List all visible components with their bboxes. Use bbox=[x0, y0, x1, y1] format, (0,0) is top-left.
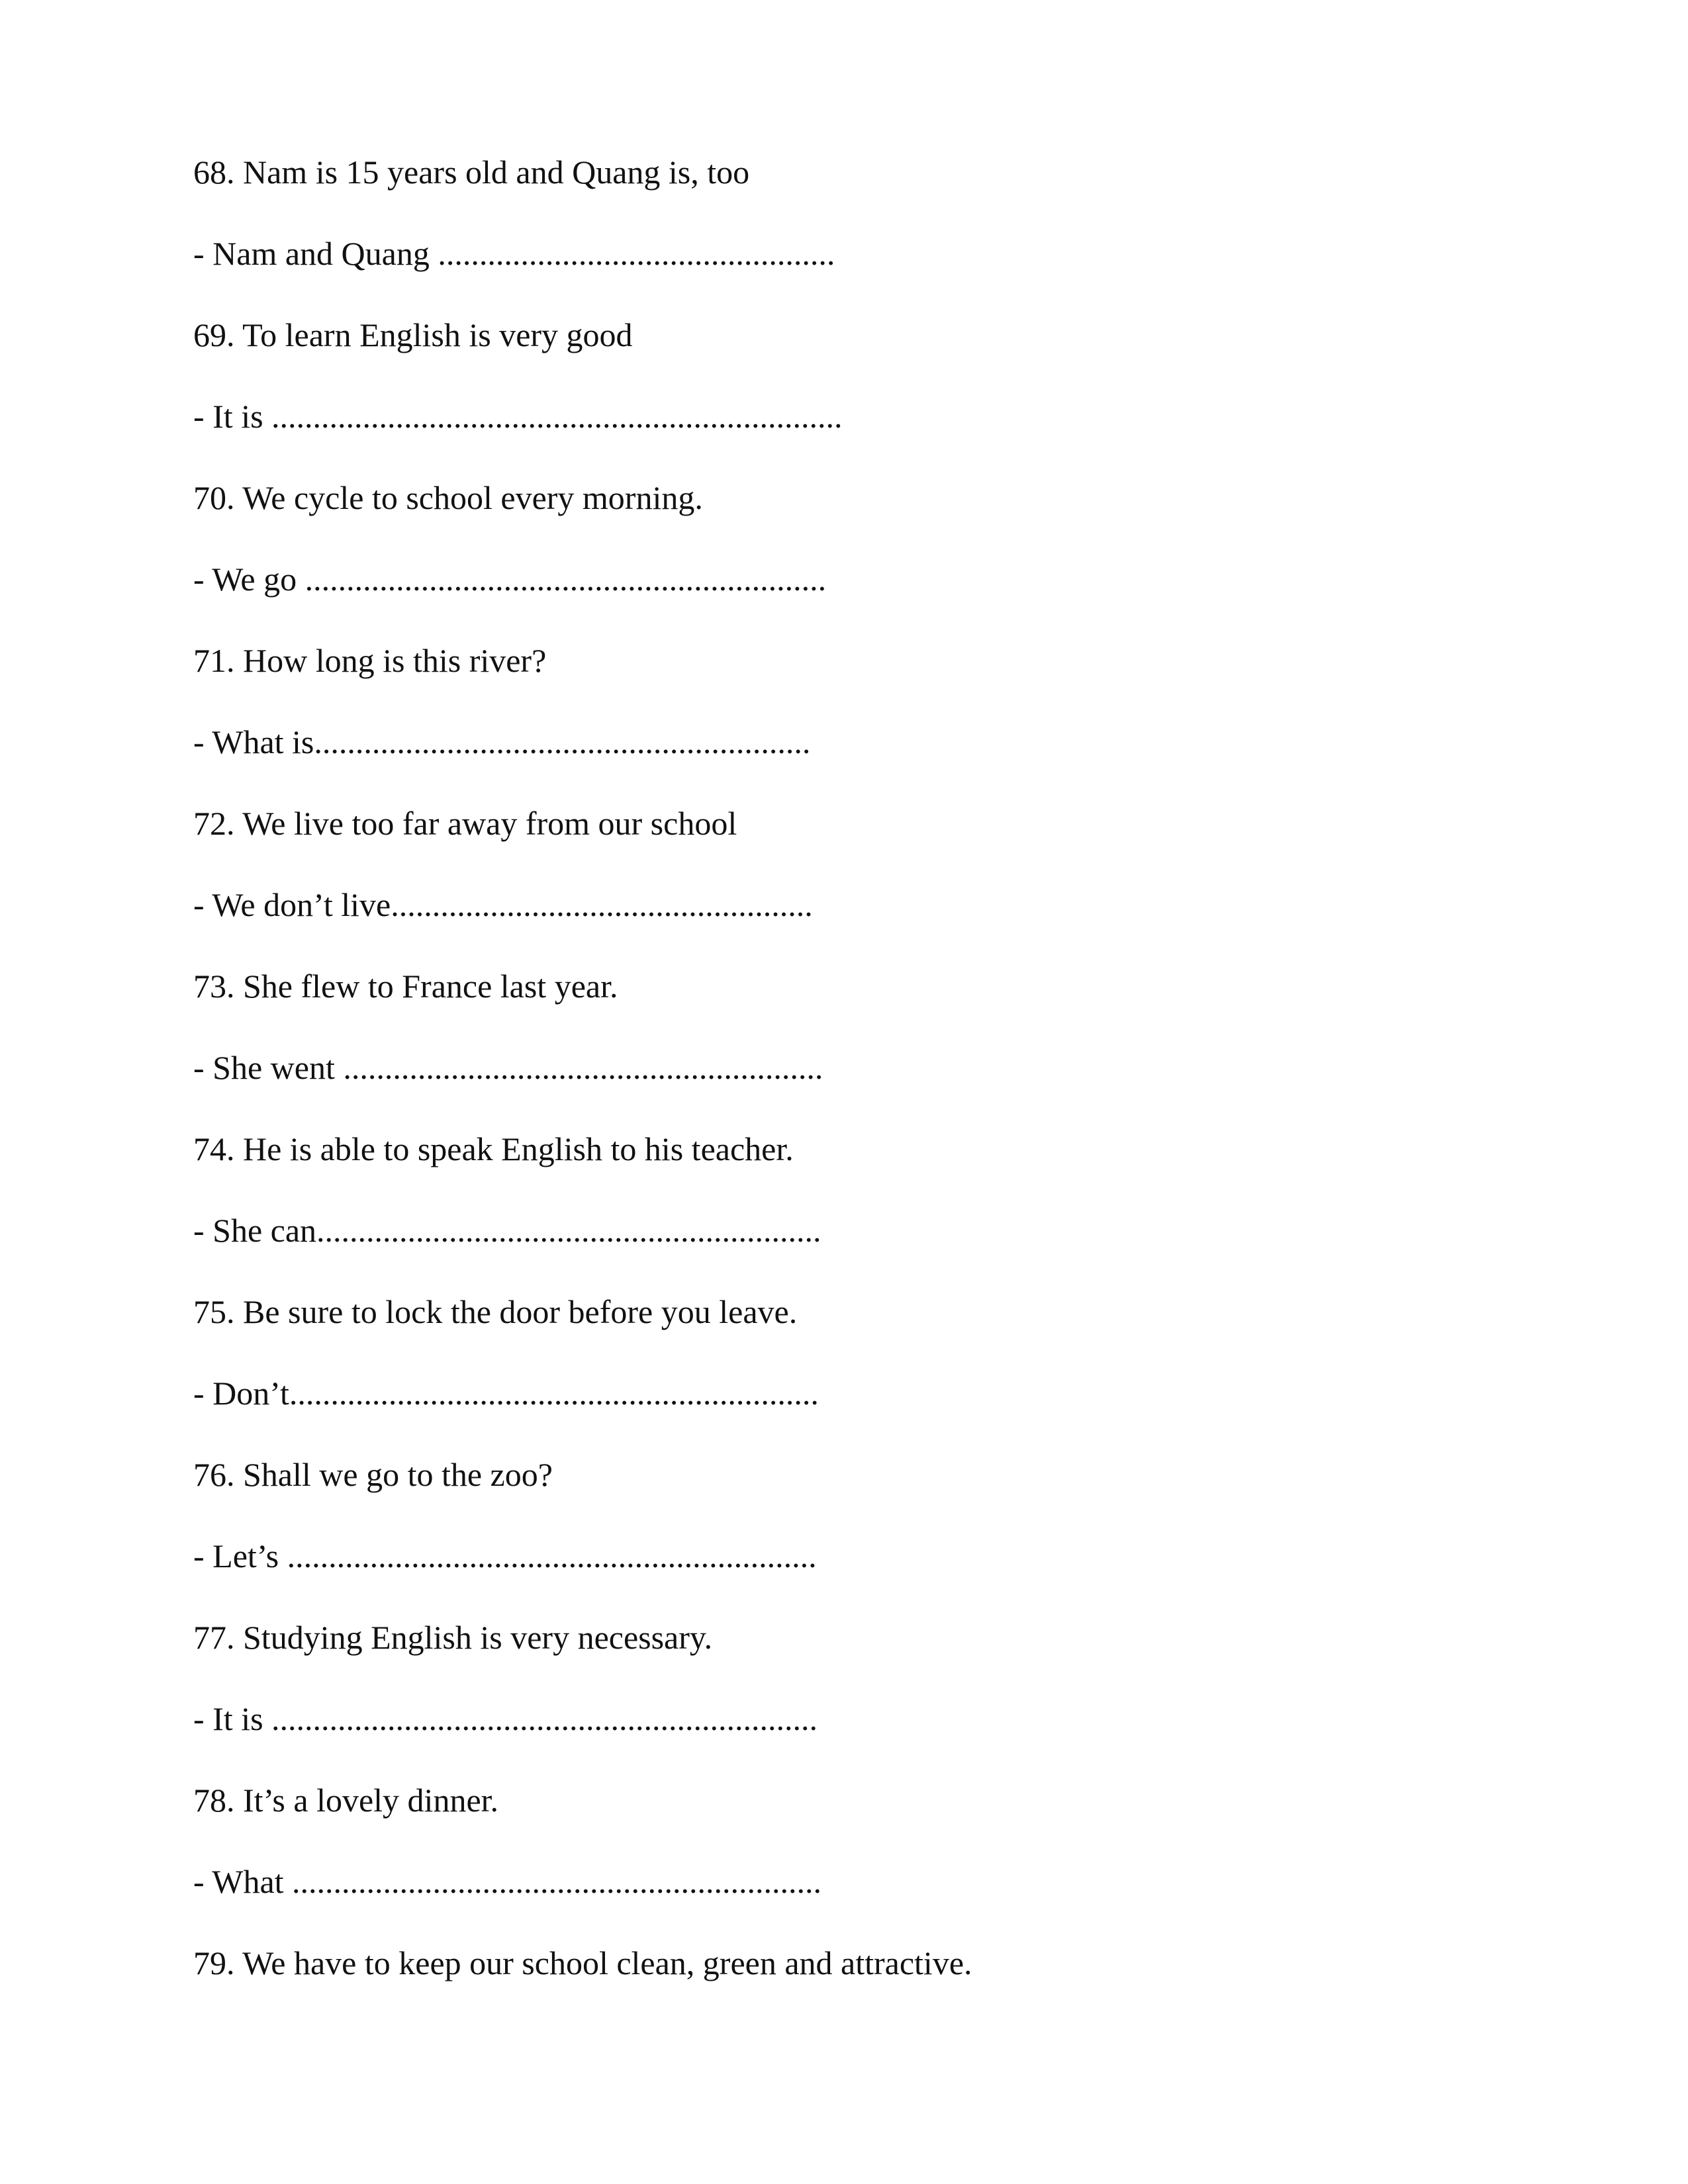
answer-line-69: - It is ..................................................................... bbox=[193, 398, 843, 435]
question-77: 77. Studying English is very necessary. bbox=[193, 1619, 713, 1656]
question-74: 74. He is able to speak English to his teacher. bbox=[193, 1130, 794, 1167]
question-68: 68. Nam is 15 years old and Quang is, too bbox=[193, 154, 750, 191]
question-76: 76. Shall we go to the zoo? bbox=[193, 1456, 553, 1493]
question-71: 71. How long is this river? bbox=[193, 642, 547, 679]
question-70: 70. We cycle to school every morning. bbox=[193, 479, 703, 516]
answer-line-76: - Let’s ................................................................ bbox=[193, 1537, 817, 1574]
question-69: 69. To learn English is very good bbox=[193, 316, 633, 353]
answer-line-74: - She can............................................................. bbox=[193, 1212, 821, 1249]
question-75: 75. Be sure to lock the door before you leave. bbox=[193, 1293, 798, 1330]
answer-line-70: - We go ............................................................... bbox=[193, 561, 827, 598]
exercise-list bbox=[193, 152, 1517, 2025]
answer-line-68: - Nam and Quang ................................................ bbox=[193, 235, 835, 272]
answer-line-75: - Don’t................................................................ bbox=[193, 1375, 819, 1412]
answer-line-78: - What ................................................................ bbox=[193, 1863, 822, 1900]
question-79: 79. We have to keep our school clean, green and attractive. bbox=[193, 1944, 972, 1981]
question-73: 73. She flew to France last year. bbox=[193, 968, 618, 1005]
answer-line-71: - What is............................................................ bbox=[193, 723, 811, 760]
answer-line-72: - We don’t live................................................... bbox=[193, 886, 813, 923]
question-72: 72. We live too far away from our school bbox=[193, 805, 737, 842]
answer-line-73: - She went .......................................................... bbox=[193, 1049, 823, 1086]
question-78: 78. It’s a lovely dinner. bbox=[193, 1782, 499, 1819]
answer-line-77: - It is .................................................................. bbox=[193, 1700, 818, 1737]
